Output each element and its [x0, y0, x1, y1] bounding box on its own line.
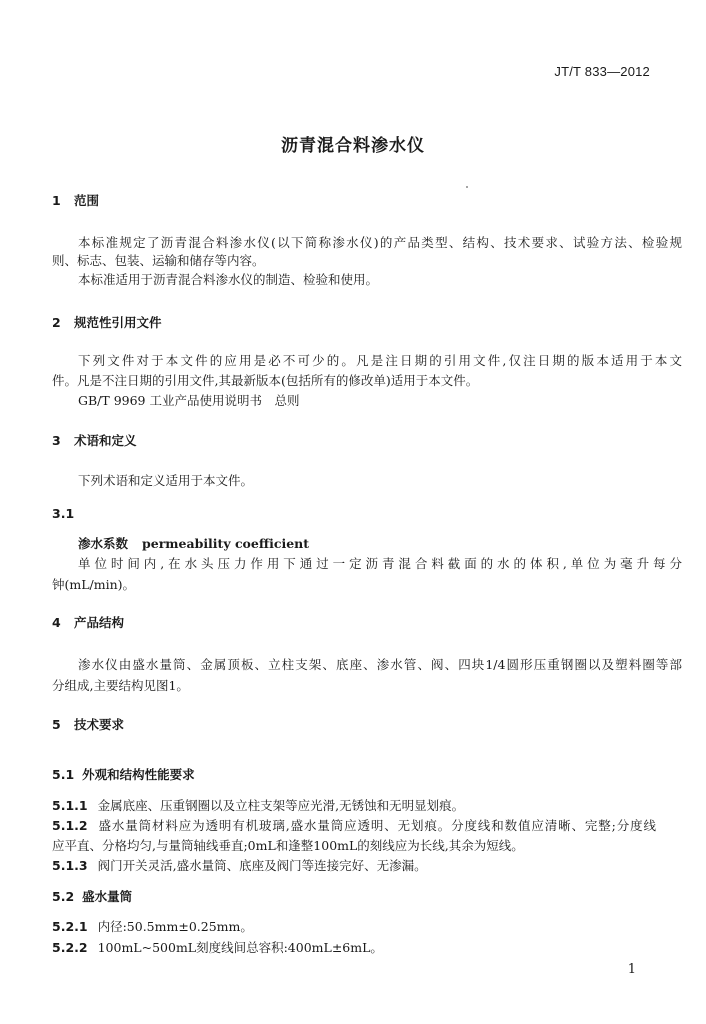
section-3-paragraph-1: 下列术语和定义适用于本文件。 [78, 473, 254, 488]
clause-5-2-heading [52, 888, 656, 906]
section-title: 术语和定义 [74, 433, 137, 448]
section-2-paragraph-1-line-2: 件。凡是不注日期的引用文件,其最新版本(包括所有的修改单)适用于本文件。 [52, 373, 479, 388]
section-1-paragraph-2: 本标准适用于沥青混合料渗水仪的制造、检验和使用。 [78, 272, 379, 287]
clause-text: 金属底座、压重钢圈以及立柱支架等应光滑,无锈蚀和无明显划痕。 [97, 798, 465, 813]
clause-5-1-1 [52, 797, 656, 815]
section-1-paragraph-1-line-2: 则、标志、包装、运输和储存等内容。 [52, 253, 265, 268]
page-number: 1 [627, 962, 636, 977]
section-1-heading [52, 192, 656, 210]
clause-text: 内径:50.5mm±0.25mm。 [97, 919, 253, 934]
section-title: 产品结构 [74, 615, 125, 630]
clause-5-1-3 [52, 857, 656, 875]
clause-5-2-2 [52, 939, 656, 957]
term-chinese: 渗水系数 [78, 536, 129, 551]
section-number: 2 [52, 315, 61, 330]
normative-reference-1: GB/T 9969 工业产品使用说明书 总则 [78, 393, 300, 408]
term-english: permeability coefficient [142, 536, 310, 551]
clause-3-1-number: 3.1 [52, 506, 75, 521]
clause-number: 5.1 [52, 767, 75, 782]
term-definition-line-2: 钟(mL/min)。 [52, 577, 136, 592]
section-2-paragraph-1-line-1: 下列文件对于本文件的应用是必不可少的。凡是注日期的引用文件,仅注日期的版本适用于本文 [78, 353, 682, 368]
scan-speck [466, 186, 468, 188]
term-definition-line-1: 单位时间内,在水头压力作用下通过一定沥青混合料截面的水的体积,单位为毫升每分 [78, 556, 682, 571]
clause-title: 盛水量筒 [82, 889, 133, 904]
section-4-heading [52, 614, 656, 632]
clause-text: 盛水量筒材料应为透明有机玻璃,盛水量筒应透明、无划痕。分度线和数值应清晰、完整;分度线 [97, 818, 656, 833]
clause-5-2-1 [52, 918, 656, 936]
clause-number: 5.1.3 [52, 858, 88, 873]
document-title: 沥青混合料渗水仪 [281, 136, 425, 156]
clause-number: 5.1.1 [52, 798, 88, 813]
clause-5-1-2-line-1 [52, 817, 656, 835]
clause-number: 5.2 [52, 889, 75, 904]
clause-number: 5.2.1 [52, 919, 88, 934]
section-5-heading [52, 716, 656, 734]
clause-5-1-2-line-2: 应平直、分格均匀,与量筒轴线垂直;0mL和逢整100mL的刻线应为长线,其余为短线。 [52, 838, 524, 853]
section-2-heading [52, 314, 656, 332]
term-entry [52, 535, 682, 553]
section-title: 技术要求 [74, 717, 125, 732]
standard-number: JT/T 833—2012 [554, 64, 650, 79]
clause-number: 5.2.2 [52, 940, 88, 955]
section-1-paragraph-1-line-1: 本标准规定了沥青混合料渗水仪(以下简称渗水仪)的产品类型、结构、技术要求、试验方法、检验规 [78, 235, 682, 250]
clause-text: 阀门开关灵活,盛水量筒、底座及阀门等连接完好、无渗漏。 [97, 858, 427, 873]
section-number: 3 [52, 433, 61, 448]
section-4-paragraph-1-line-2: 分组成,主要结构见图1。 [52, 678, 189, 693]
clause-title: 外观和结构性能要求 [82, 767, 195, 782]
section-number: 4 [52, 615, 61, 630]
section-3-heading [52, 432, 656, 450]
section-number: 1 [52, 193, 61, 208]
clause-5-1-heading [52, 766, 656, 784]
section-4-paragraph-1-line-1: 渗水仪由盛水量筒、金属顶板、立柱支架、底座、渗水管、阀、四块1/4圆形压重钢圈以及塑料圈等部 [78, 657, 682, 672]
section-title: 规范性引用文件 [74, 315, 162, 330]
clause-number: 5.1.2 [52, 818, 88, 833]
section-number: 5 [52, 717, 61, 732]
section-title: 范围 [74, 193, 100, 208]
clause-text: 100mL~500mL刻度线间总容积:400mL±6mL。 [97, 940, 383, 955]
